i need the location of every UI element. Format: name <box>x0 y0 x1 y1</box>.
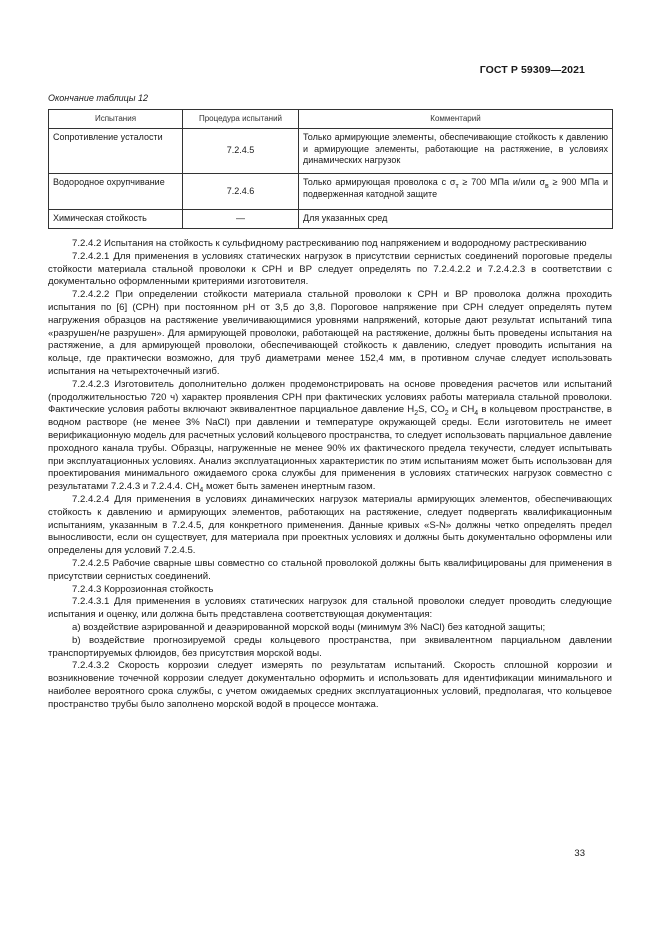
list-item: b) воздействие прогнозируемой среды кольцевого пространства, при эквивалентном парциальном давлении транспортируемых флюидов, без присутствия морской воды. <box>48 634 612 659</box>
column-header-comment: Комментарий <box>299 110 613 129</box>
tests-table <box>48 109 613 229</box>
paragraph: 7.2.4.2.4 Для применения в условиях динамических нагрузок материалы армирующих элементов, обеспечивающих стойкость к давлению и армирующих элементов, работающих на растяжение, следует подвергать квалификационным испытаниям, указанным в 7.2.4.5, для конкретного применения. Данные кривых «S-N» должны четко определять предел выносливости, если он существует, для материала при проектных условиях и должны быть документально оформлены или определены для условий 7.2.4.5. <box>48 493 612 557</box>
table-row <box>49 174 613 210</box>
table-row <box>49 210 613 229</box>
text-run: в кольцевом пространстве, в водном растворе (не менее 3% NaCl) при давлении и температуре окружающей среды. Если изготовитель не имеет верификационную модель для расчетных условий кольцевого пространства, то следует использовать парциальное давление проходного канала трубы. Образцы, нагруженные не менее 90% их фактического предела текучести, следует испытывать при эксплуатационных условиях. Анализ эксплуатационных характеристик по этим испытаниям может быть использован для проектирования минимального ожидаемого срока службы для применения в условиях статических нагрузок совместно с результатами 7.2.4.3 и 7.2.4.4. CH <box>48 404 613 493</box>
cell-comment <box>299 174 613 210</box>
table-header-row <box>49 110 613 129</box>
cell-test: Сопротивление усталости <box>49 129 183 174</box>
cell-procedure: 7.2.4.6 <box>183 174 299 210</box>
cell-procedure: — <box>183 210 299 229</box>
sigma-subscript: в <box>545 182 549 190</box>
subscript: 4 <box>474 410 479 418</box>
cell-test: Химическая стойкость <box>49 210 183 229</box>
cell-procedure: 7.2.4.5 <box>183 129 299 174</box>
list-item: a) воздействие аэрированной и деаэрированной морской воды (минимум 3% NaCl) без катодной защиты; <box>72 621 546 633</box>
table-row <box>49 129 613 174</box>
paragraph: 7.2.4.2.5 Рабочие сварные швы совместно со стальной проволокой должны быть квалифицированы для применения в присутствии сернистых соединений. <box>48 557 612 582</box>
text-run: и CH <box>448 404 475 416</box>
column-header-tests: Испытания <box>49 110 183 129</box>
cell-comment: Только армирующие элементы, обеспечивающие стойкость к давлению и армирующие элементы, работающие на растяжение, в условиях динамических нагрузок <box>299 129 613 174</box>
paragraph: 7.2.4.2 Испытания на стойкость к сульфидному растрескиванию под напряжением и водородному растрескиванию <box>72 238 587 249</box>
paragraph: 7.2.4.3 Коррозионная стойкость <box>72 583 214 595</box>
paragraph: 7.2.4.2.2 При определении стойкости материала стальной проволоки к СРН и ВР проволока должна проходить испытания по [6] (СРН) при постоянном pH от 3,5 до 3,8. Пороговое напряжение при СРН следует определять путем нагружения образцов на растяжение увеличивающимися уровнями напряжений, которые дают результат испытаний типа «разрушен/не разрушен». Для армирующей проволоки, работающей на растяжение, должны быть проведены испытания на растяжение, а для армирующей проволоки, обеспечивающей стойкость к давлению, следует проводить испытания на кольце, где практически возможно, для труб диаметрами менее 152,4 мм, в противном случае следует использовать испытания на четырехточечный изгиб. <box>48 289 612 377</box>
subscript: 2 <box>414 410 419 418</box>
paragraph: 7.2.4.3.2 Скорость коррозии следует измерять по результатам испытаний. Скорость сплошной коррозии и возникновение точечной коррозии следует документально оформить и использовать для идентификации минимального и наиболее вероятного срока службы, с учетом ожидаемых средних эксплуатационных условий, предполагая, что кольцевое пространство трубы было заполнено морской водой в процессе монтажа. <box>48 660 612 710</box>
comment-text: ≥ 700 МПа и/или σ <box>458 177 546 187</box>
column-header-procedure: Процедура испытаний <box>183 110 299 129</box>
cell-test: Водородное охрупчивание <box>49 174 183 210</box>
paragraph: 7.2.4.3.1 Для применения в условиях статических нагрузок для стальной проволоки следует проводить следующие испытания и оценку, или должна быть представлена соответствующая документация: <box>48 596 612 621</box>
text-run: 7.2.4.2.3 Изготовитель дополнительно должен продемонстрировать на основе проведения расчетов или испытаний (продолжительностью 720 ч) характер проявления СРН при фактических условиях работы материала стальной проволоки. Фактические условия работы включают эквивалентное парциальное давление H <box>48 378 612 416</box>
subscript: 4 <box>199 487 204 495</box>
subscript: 2 <box>444 410 449 418</box>
text-run: может быть заменен инертным газом. <box>203 481 376 493</box>
document-code: ГОСТ Р 59309—2021 <box>479 64 585 76</box>
table-caption: Окончание таблицы 12 <box>48 93 148 103</box>
comment-text: Только армирующая проволока с σ <box>303 177 456 187</box>
paragraph <box>48 379 612 494</box>
body-text <box>48 238 612 711</box>
cell-comment: Для указанных сред <box>299 210 613 229</box>
text-run: S, CO <box>418 404 445 416</box>
page-number: 33 <box>574 848 585 859</box>
sigma-subscript: т <box>455 182 459 190</box>
comment-text: ≥ 900 МПа и подверженная катодной защите <box>303 177 608 199</box>
paragraph: 7.2.4.2.1 Для применения в условиях статических нагрузок в присутствии сернистых соединений пороговые пределы стойкости материала стальной проволоки к СРН и ВР следует определять по 7.2.4.2.2 и 7.2.4.2.3 в соответствии с документально оформленными критериями изготовителя. <box>48 250 612 288</box>
